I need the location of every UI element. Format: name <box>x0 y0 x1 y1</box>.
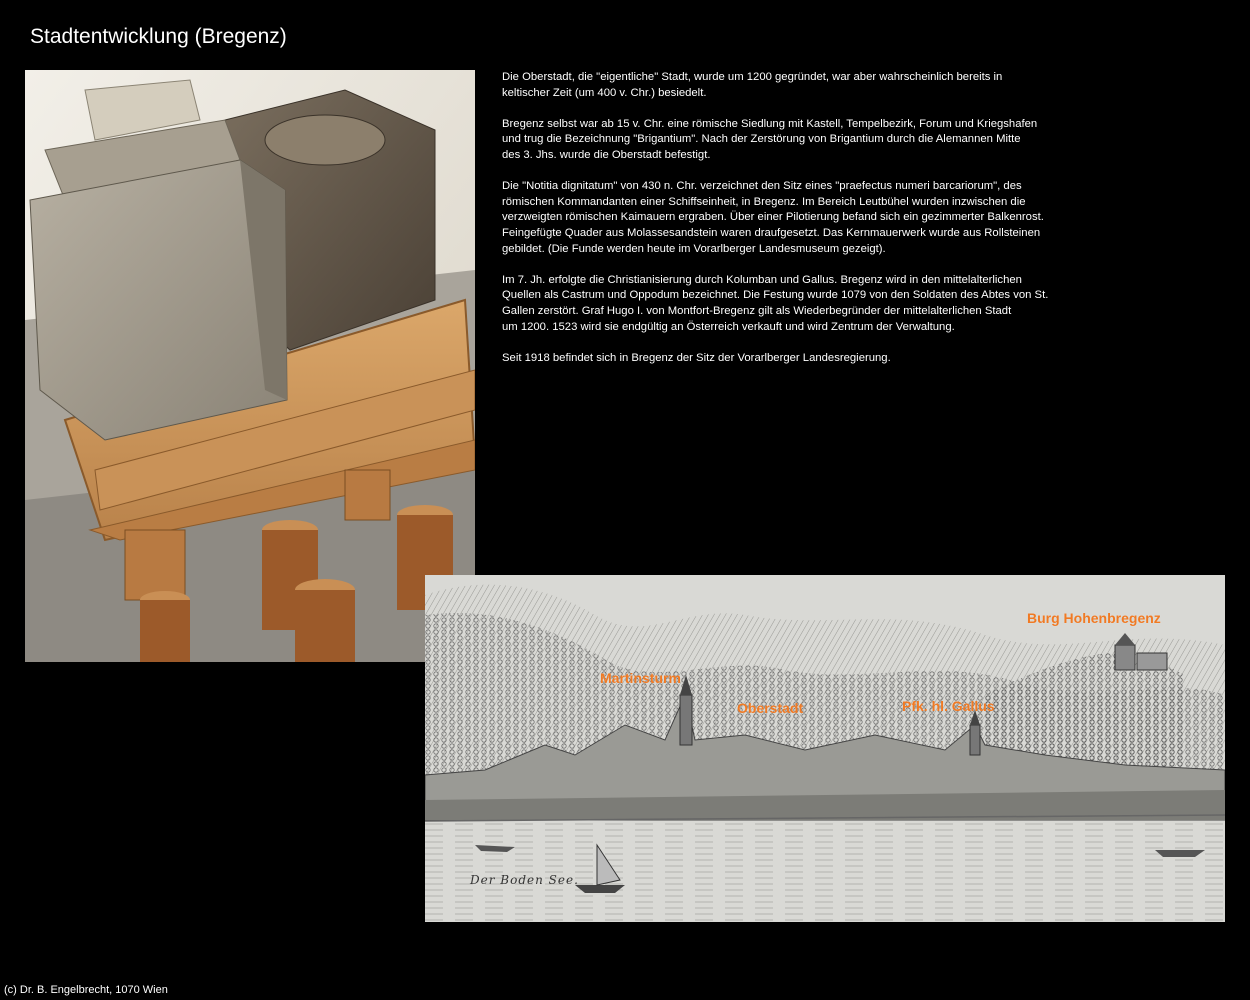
paragraph-notitia: Die "Notitia dignitatum" von 430 n. Chr. verzeichnet den Sitz eines "praefectus numeri barcariorum", des römischen Kommandanten einer Schiffseinheit, in Bregenz. Im Bereich Leutbühel wurden inzwischen die verzweigten römischen Kaimauern ergraben. Über einer Pilotierung befand sich ein gezimmerter Balkenrost. Feingefügte Quader aus Molassesandstein waren draufgesetzt. Das Kernmauerwerk wurde aus Rollsteinen gebildet. (Die Funde werden heute im Vorarlberger Landesmuseum gezeigt). <box>502 180 1044 255</box>
page-title: Stadtentwicklung (Bregenz) <box>30 25 287 48</box>
paragraph-christianisierung: Im 7. Jh. erfolgte die Christianisierung durch Kolumban und Gallus. Bregenz wird in den mittelalterlichen Quellen als Castrum und Oppodum bezeichnet. Die Festung wurde 1079 von den Soldaten des Abtes von St. Gallen zerstört. Graf Hugo I. von Montfort-Bregenz gilt als Wiederbegründer der mittelalterlichen Stadt um 1200. 1523 wird sie endgültig an Österreich verkauft und wird Zentrum der Verwaltung. <box>502 273 1049 333</box>
paragraph-oberstadt: Die Oberstadt, die "eigentliche" Stadt, wurde um 1200 gegründet, war aber wahrscheinlich bereits in keltischer Zeit (um 400 v. Chr.) besiedelt. <box>502 71 1003 99</box>
label-martinsturm: Martinsturm <box>600 670 681 686</box>
body-text <box>502 70 1102 382</box>
paragraph-brigantium: Bregenz selbst war ab 15 v. Chr. eine römische Siedlung mit Kastell, Tempelbezirk, Forum und Kriegshafen und trug die Bezeichnung "Brigantium". Nach der Zerstörung von Brigantium durch die Alemannen Mitte des 3. Jhs. wurde die Oberstadt befestigt. <box>502 117 1038 161</box>
copyright-footer: (c) Dr. B. Engelbrecht, 1070 Wien <box>4 984 168 996</box>
roman-stones-photo <box>25 70 475 662</box>
paragraph-landesregierung: Seit 1918 befindet sich in Bregenz der Sitz der Vorarlberger Landesregierung. <box>502 351 891 364</box>
bregenz-engraving <box>425 575 1225 922</box>
label-pfk-gallus: Pfk. hl. Gallus <box>902 698 995 714</box>
label-oberstadt: Oberstadt <box>737 700 804 716</box>
engraving-caption: Der Boden See. <box>470 873 579 887</box>
label-burg-hohenbregenz: Burg Hohenbregenz <box>1027 610 1161 626</box>
